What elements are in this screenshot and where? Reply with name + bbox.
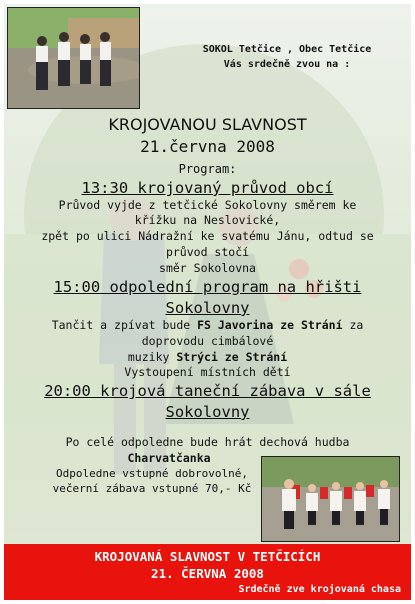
procession-line-5: směr Sokolovna (159, 261, 256, 275)
afternoon-line-1-a: Tančit a zpívat bude (51, 318, 198, 332)
procession-heading: 13:30 krojovaný průvod obcí (81, 179, 334, 197)
afternoon-heading-cont: Sokolovny (165, 299, 250, 317)
afternoon-heading: 15:00 odpolední program na hřišti (53, 278, 362, 296)
program-label: Program: (178, 162, 237, 176)
afternoon-line-3-a: muziky (127, 350, 177, 364)
procession-line-3: zpět po ulici Nádražní ke svatému Jánu, odtud se (41, 229, 374, 243)
top-left-dance-photo (7, 7, 140, 109)
footer-date: 21. ČERVNA 2008 (151, 566, 264, 581)
procession-line-4: průvod stočí (165, 245, 250, 259)
procession-line-2: křížku na Neslovické, (134, 213, 281, 227)
folk-ensemble-name: FS Javorina ze Strání (197, 318, 343, 332)
evening-heading-cont: Sokolovny (165, 403, 250, 421)
afternoon-line-2: doprovodu cimbálové (141, 334, 274, 348)
organizers-text (182, 42, 392, 72)
afternoon-line-1-c: za (342, 318, 364, 332)
event-title: KROJOVANOU SLAVNOST (108, 115, 307, 134)
event-date: 21.června 2008 (140, 137, 275, 156)
invitation-poster (4, 4, 411, 600)
music-line: Po celé odpoledne bude hrát dechová hudba (65, 435, 350, 449)
footer-title: KROJOVANÁ SLAVNOST V TETČICÍCH (94, 549, 321, 564)
band-name: Charvatčanka (127, 451, 211, 465)
fee-line-2: večerní zábava vstupné 70,- Kč (52, 482, 252, 495)
invite-line: Vás srdečně zvou na : (223, 59, 351, 70)
footer-signature: Srdečně zve krojovaná chasa (238, 584, 401, 595)
cimbalom-band-name: Strýci ze Strání (176, 350, 288, 364)
afternoon-line-4: Vystoupení místních dětí (124, 365, 291, 379)
afternoon-line-1 (4, 319, 411, 332)
evening-heading: 20:00 krojová taneční zábava v sále (44, 382, 371, 400)
organizers-line: SOKOL Tetčice , Obec Tetčice (202, 44, 372, 55)
procession-line-1: Průvod vyjde z tetčické Sokolovny směrem ke (58, 198, 357, 212)
children-in-costume-photo (261, 456, 400, 542)
fee-line-1: Odpoledne vstupné dobrovolné, (55, 467, 249, 480)
footer-banner (4, 544, 411, 600)
afternoon-line-3 (4, 351, 411, 364)
